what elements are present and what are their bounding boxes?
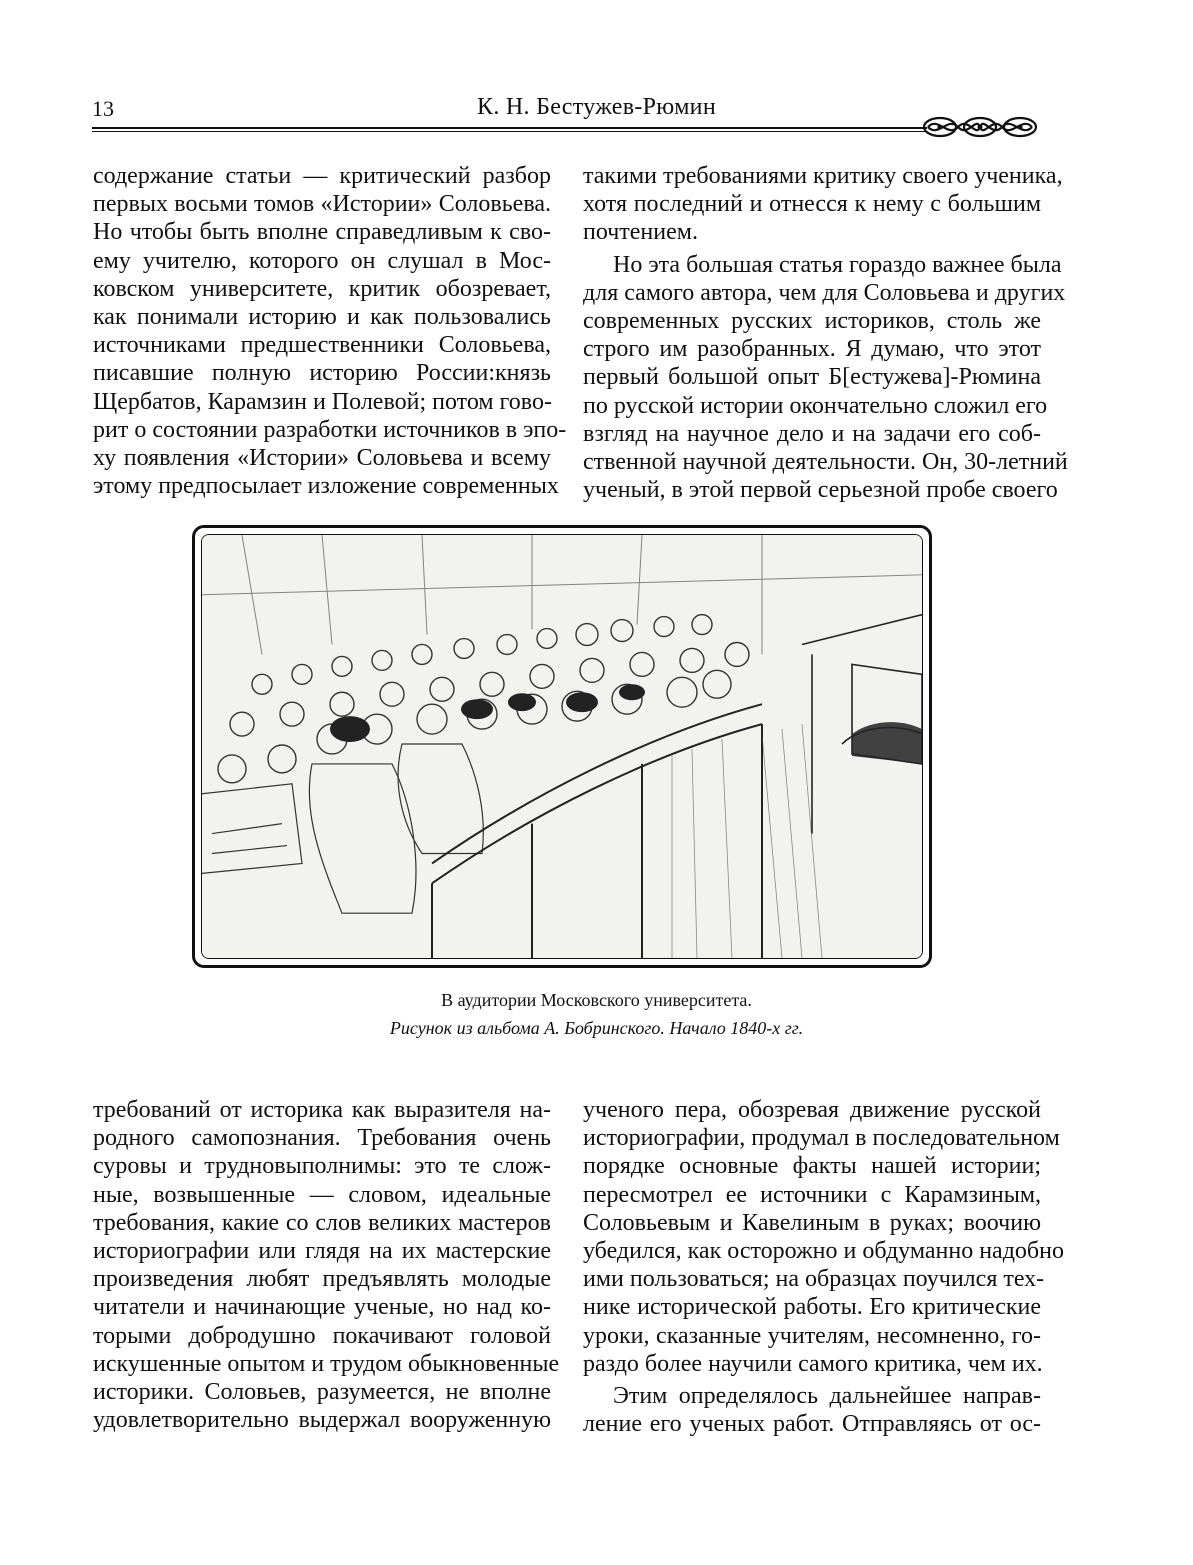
text-line: требования, какие со слов великих мастеров <box>93 1209 551 1236</box>
text-line: Но чтобы быть вполне справедливым к сво- <box>93 219 551 246</box>
text-line: источниками предшественники Соловьева, <box>93 332 551 359</box>
text-line: содержание статьи — критический разбор <box>93 163 551 189</box>
text-line: суровы и трудновыполнимы: это те слож- <box>93 1153 551 1180</box>
text-line: строго им разобранных. Я думаю, что этот <box>583 336 1041 363</box>
text-line: родного самопознания. Требования очень <box>93 1125 551 1152</box>
text-line: требований от историка как выразителя на- <box>93 1097 551 1123</box>
text-line: ственной научной деятельности. Он, 30-летний <box>583 449 1068 476</box>
text-line: Соловьевым и Кавелиным в руках; воочию <box>583 1209 1041 1236</box>
text-line: убедился, как осторожно и обдуманно надобно <box>583 1238 1064 1265</box>
text-line: историографии или глядя на их мастерские <box>93 1238 551 1265</box>
text-column-bottom-left <box>93 1096 560 1434</box>
text-line: ученого пера, обозревая движение русской <box>583 1097 1041 1123</box>
paragraph <box>583 251 1068 505</box>
text-line: ление его ученых работ. Отправляясь от ос- <box>583 1411 1041 1438</box>
text-line: писавшие полную историю России:князь <box>93 360 551 387</box>
running-title: К. Н. Бестужев-Рюмин <box>477 94 716 120</box>
text-line: историки. Соловьев, разумеется, не вполне <box>93 1379 551 1406</box>
text-line: такими требованиями критику своего ученика, <box>583 163 1063 189</box>
text-line: ху появления «Истории» Соловьева и всему <box>93 445 551 472</box>
paragraph <box>583 1096 1064 1378</box>
header-rule-thin <box>92 131 927 132</box>
sketch-image <box>202 535 922 958</box>
text-line: первых восьми томов «Истории» Соловьева. <box>93 191 551 218</box>
text-line: пересмотрел ее источники с Карамзиным, <box>583 1181 1041 1208</box>
paragraph <box>93 162 567 500</box>
text-line: нике исторической работы. Его критические <box>583 1294 1041 1321</box>
text-line: искушенные опытом и трудом обыкновенные <box>93 1350 560 1377</box>
text-line: читатели и начинающие ученые, но над ко- <box>93 1294 551 1321</box>
text-line: по русской истории окончательно сложил его <box>583 392 1048 419</box>
text-line: произведения любят предъявлять молодые <box>93 1266 551 1293</box>
text-line: хотя последний и отнесся к нему с большим <box>583 191 1041 218</box>
page-number: 13 <box>92 96 114 121</box>
text-line: этому предпосылает изложение современных <box>93 473 559 500</box>
text-line: ковском университете, критик обозревает, <box>93 275 551 302</box>
lecture-hall-illustration <box>201 534 923 959</box>
text-line: историографии, продумал в последовательном <box>583 1125 1060 1152</box>
text-line: удовлетворительно выдержал вооруженную <box>93 1407 551 1434</box>
text-column-bottom-right <box>583 1096 1064 1438</box>
text-line: рит о состоянии разработки источников в эпо- <box>93 416 567 443</box>
text-line: порядке основные факты нашей истории; <box>583 1153 1041 1180</box>
text-line: для самого автора, чем для Соловьева и других <box>583 279 1066 306</box>
text-line: ные, возвышенные — словом, идеальные <box>93 1181 551 1208</box>
text-line: взгляд на научное дело и на задачи его соб- <box>583 420 1041 447</box>
text-line: Щербатов, Карамзин и Полевой; потом гово- <box>93 388 552 415</box>
decorative-knot-ornament-icon <box>918 112 1042 142</box>
paragraph <box>93 1096 560 1434</box>
text-line: ими пользоваться; на образцах поучился тех- <box>583 1266 1045 1293</box>
text-line: раздо более научили самого критика, чем их. <box>583 1350 1043 1377</box>
text-column-top-left <box>93 162 567 500</box>
header-rule <box>92 127 927 129</box>
text-line: почтением. <box>583 219 698 246</box>
text-line: торыми добродушно покачивают головой <box>93 1322 551 1349</box>
figure-caption-credit: Рисунок из альбома А. Бобринского. Начало 1840-х гг. <box>389 1018 804 1038</box>
text-line: современных русских историков, столь же <box>583 308 1041 335</box>
paragraph <box>583 162 1063 247</box>
text-line: ему учителю, которого он слушал в Мос- <box>93 247 551 274</box>
text-line: ученый, в этой первой серьезной пробе своего <box>583 477 1058 504</box>
text-line: Этим определялось дальнейшее направ- <box>613 1383 1041 1410</box>
text-line: Но эта большая статья гораздо важнее была <box>613 251 1062 278</box>
figure-caption-title: В аудитории Московского университета. <box>441 990 752 1010</box>
text-line: уроки, сказанные учителям, несомненно, го- <box>583 1322 1041 1349</box>
paragraph <box>583 1382 1041 1438</box>
text-line: первый большой опыт Б[естужева]-Рюмина <box>583 364 1041 391</box>
text-column-top-right <box>583 162 1068 504</box>
text-line: как понимали историю и как пользовались <box>93 304 551 331</box>
figure-frame <box>192 525 932 968</box>
